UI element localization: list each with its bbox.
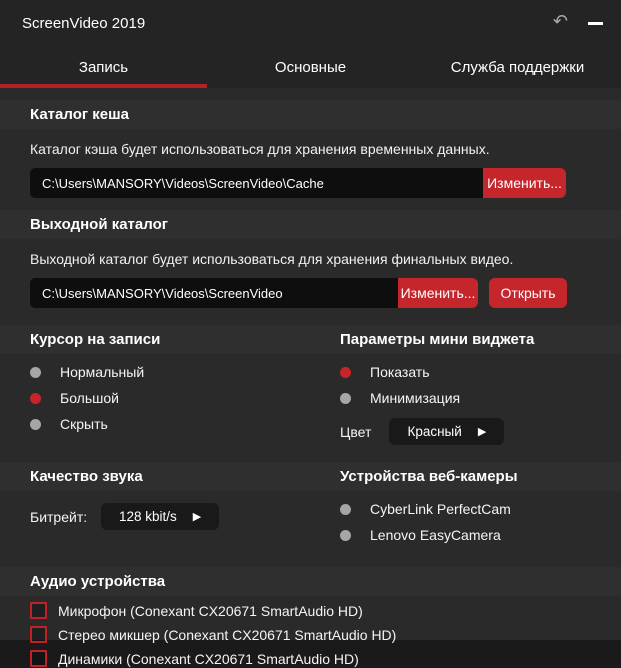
color-dropdown[interactable] — [389, 418, 504, 445]
widget-section-title: Параметры мини виджета — [340, 331, 535, 348]
tab-support[interactable]: Служба поддержки — [450, 58, 585, 76]
radio-webcam-lenovo[interactable] — [340, 527, 621, 543]
checkbox-label: Микрофон (Conexant CX20671 SmartAudio HD) — [58, 602, 363, 619]
tab-bar — [0, 46, 621, 88]
radio-icon — [340, 393, 351, 404]
cursor-widget-body — [0, 354, 621, 445]
dropdown-arrow-icon: ▶ — [477, 426, 487, 438]
radio-cursor-normal[interactable] — [30, 364, 340, 380]
checkbox-icon — [30, 602, 47, 619]
radio-label: Нормальный — [60, 364, 145, 380]
webcam-section-title: Устройства веб-камеры — [340, 468, 518, 485]
color-label: Цвет — [340, 423, 372, 440]
window-title: ScreenVideo 2019 — [22, 14, 146, 32]
checkbox-icon — [30, 626, 47, 643]
dropdown-arrow-icon: ▶ — [192, 511, 202, 523]
cursor-widget-header — [0, 325, 621, 354]
cache-section-title: Каталог кеша — [30, 106, 129, 123]
audio-quality-title: Качество звука — [30, 468, 143, 485]
audio-devices-title: Аудио устройства — [30, 573, 166, 590]
cache-path-row — [30, 168, 621, 198]
color-dropdown-value: Красный — [407, 424, 462, 439]
cache-path-field[interactable]: C:\Users\MANSORY\Videos\ScreenVideo\Cache — [30, 168, 483, 198]
audio-devices-list — [0, 601, 621, 668]
radio-selected-icon — [30, 393, 41, 404]
checkbox-stereo-mixer[interactable] — [30, 625, 621, 644]
undo-icon[interactable]: ↶ — [552, 11, 568, 31]
window-controls — [552, 11, 603, 32]
radio-label: CyberLink PerfectCam — [370, 501, 511, 517]
checkbox-speakers[interactable] — [30, 649, 621, 668]
audio-webcam-header — [0, 462, 621, 491]
audio-webcam-body — [0, 491, 621, 543]
output-section-header — [0, 210, 621, 239]
radio-cursor-big[interactable] — [30, 390, 340, 406]
bitrate-row — [30, 503, 340, 530]
radio-label: Большой — [60, 390, 119, 406]
radio-widget-minimize[interactable] — [340, 390, 621, 406]
radio-label: Минимизация — [370, 390, 461, 406]
radio-icon — [30, 419, 41, 430]
radio-webcam-cyberlink[interactable] — [340, 501, 621, 517]
checkbox-label: Динамики (Conexant CX20671 SmartAudio HD) — [58, 650, 359, 667]
bitrate-label: Битрейт: — [30, 508, 88, 525]
widget-color-row — [340, 418, 621, 445]
bitrate-dropdown-value: 128 kbit/s — [118, 509, 177, 524]
tab-general[interactable]: Основные — [274, 58, 347, 76]
radio-label: Скрыть — [60, 416, 108, 432]
output-path-field[interactable]: C:\Users\MANSORY\Videos\ScreenVideo — [30, 278, 398, 308]
checkbox-icon — [30, 650, 47, 667]
output-change-button[interactable]: Изменить... — [398, 278, 478, 308]
cache-section-header — [0, 100, 621, 129]
titlebar — [0, 0, 621, 46]
bitrate-dropdown[interactable] — [101, 503, 219, 530]
cache-section-description: Каталог кэша будет использоваться для хранения временных данных. — [30, 141, 490, 157]
output-section-title: Выходной каталог — [30, 216, 168, 233]
checkbox-label: Стерео микшер (Conexant CX20671 SmartAudio HD) — [58, 626, 397, 643]
radio-icon — [30, 367, 41, 378]
radio-selected-icon — [340, 367, 351, 378]
radio-label: Показать — [370, 364, 430, 380]
cursor-section-title: Курсор на записи — [30, 331, 161, 348]
tab-record[interactable]: Запись — [0, 46, 207, 88]
widget-options — [340, 354, 621, 445]
radio-cursor-hide[interactable] — [30, 416, 340, 432]
audio-quality-body — [0, 491, 340, 543]
radio-icon — [340, 504, 351, 515]
cursor-options — [0, 354, 340, 445]
minimize-icon[interactable] — [588, 22, 603, 25]
cache-change-button[interactable]: Изменить... — [483, 168, 566, 198]
radio-icon — [340, 530, 351, 541]
webcam-options — [340, 491, 621, 543]
radio-widget-show[interactable] — [340, 364, 621, 380]
radio-label: Lenovo EasyCamera — [370, 527, 501, 543]
output-path-row — [30, 278, 621, 308]
output-open-button[interactable]: Открыть — [489, 278, 567, 308]
audio-devices-header — [0, 567, 621, 596]
checkbox-microphone[interactable] — [30, 601, 621, 620]
output-section-description: Выходной каталог будет использоваться для хранения финальных видео. — [30, 251, 514, 267]
